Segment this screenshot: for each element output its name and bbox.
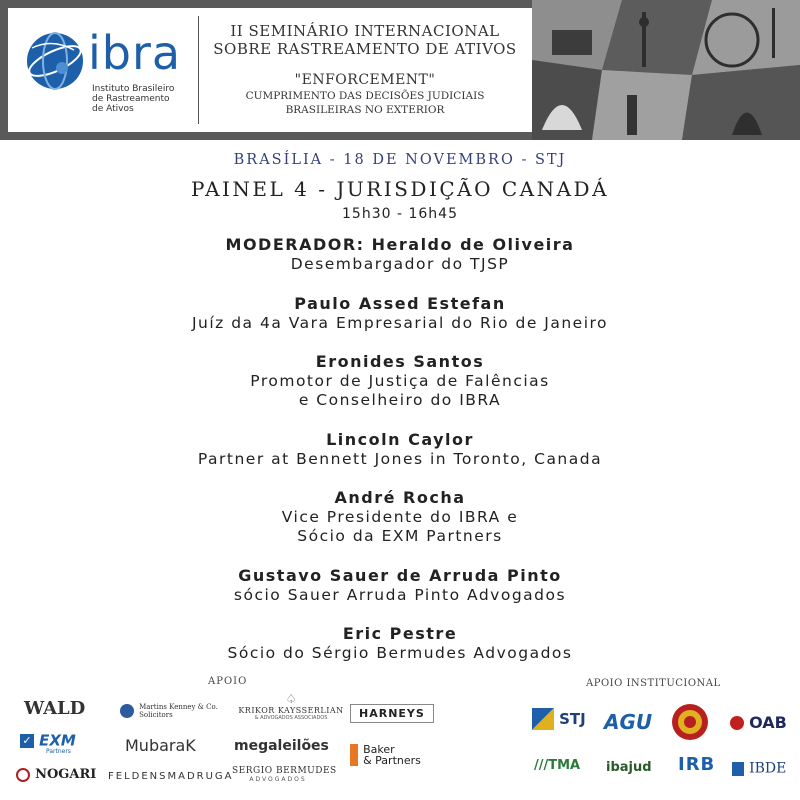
sergio-name: SERGIO BERMUDES (232, 766, 337, 776)
sponsor-krikor-logo (232, 692, 350, 721)
ibra-subtitle-line: Instituto Brasileiro (92, 84, 175, 94)
ibra-subtitle-line: de Ativos (92, 104, 134, 114)
speaker-role: Vice Presidente do IBRA e (281, 508, 519, 526)
sponsor-megaleiloes-logo (234, 738, 329, 754)
sponsor-baker-logo (350, 744, 421, 766)
city-collage-image (532, 0, 800, 140)
speaker-role: Desembargador do TJSP (290, 255, 510, 273)
speaker-moderator (0, 235, 800, 274)
speaker-name: Lincoln Caylor (326, 430, 474, 449)
speaker-role: Promotor de Justiça de Falências (250, 372, 550, 390)
sponsor-martins-logo (120, 700, 220, 719)
krikor-emblem-icon: ♤ (285, 692, 297, 706)
panel-title: PAINEL 4 - JURISDIÇÃO CANADÁ (190, 177, 610, 201)
oab-name: OAB (749, 713, 787, 732)
enforcement-subtitle-line: CUMPRIMENTO DAS DECISÕES JUDICIAIS (245, 90, 485, 102)
seminar-title-line: SOBRE RASTREAMENTO DE ATIVOS (213, 40, 517, 58)
header-divider (198, 16, 199, 124)
speaker-item (0, 488, 800, 546)
inst-tma-logo (534, 758, 580, 773)
nogari-emblem-icon (16, 768, 30, 782)
tma-mark-icon: /// (534, 758, 549, 773)
ibde-name: IBDE (749, 760, 787, 777)
nogari-name: NOGARI (35, 767, 97, 782)
krikor-name: KRIKOR KAYSSERLIAN (238, 706, 344, 715)
inst-ibde-logo (732, 758, 786, 777)
speaker-item (0, 566, 800, 605)
martins-emblem-icon (120, 704, 134, 718)
enforcement-subtitle-line: BRASILEIRAS NO EXTERIOR (285, 104, 445, 116)
institutional-label: APOIO INSTITUCIONAL (586, 678, 721, 689)
speaker-name: MODERADOR: Heraldo de Oliveira (225, 235, 575, 254)
ibde-emblem-icon (732, 762, 744, 776)
ibra-subtitle-line: de Rastreamento (92, 94, 170, 104)
speaker-name: Eronides Santos (315, 352, 485, 371)
oab-emblem-icon (730, 716, 744, 730)
sponsor-wald-logo: WALD (24, 698, 86, 719)
ibra-subtitle (92, 84, 192, 114)
sergio-sub: ADVOGADOS (249, 776, 307, 783)
sponsor-feldens-logo: FELDENSMADRUGA (108, 771, 234, 782)
sponsor-mubarak-logo: MubaraK (125, 736, 196, 755)
institution-seal-icon (670, 702, 710, 742)
tma-name: TMA (548, 758, 581, 773)
speaker-name: Gustavo Sauer de Arruda Pinto (238, 566, 562, 585)
speaker-item (0, 352, 800, 410)
baker-name: Baker (363, 743, 395, 756)
stj-emblem-icon (532, 708, 554, 730)
speaker-item (0, 430, 800, 469)
ibra-logo (18, 22, 193, 122)
inst-oab-logo (730, 712, 787, 732)
krikor-sub: & ADVOGADOS ASSOCIADOS (254, 715, 328, 721)
speaker-role: Juíz da 4a Vara Empresarial do Rio de Janeiro (191, 314, 609, 332)
enforcement-title: "ENFORCEMENT" (294, 72, 436, 88)
inst-emblem-logo (670, 702, 710, 746)
speaker-role: sócio Sauer Arruda Pinto Advogados (233, 586, 567, 604)
speaker-name: André Rocha (334, 488, 466, 507)
speaker-role: Sócio do Sérgio Bermudes Advogados (227, 644, 573, 662)
exm-sub: Partners (46, 747, 71, 755)
megaleiloes-name: megaleilões (234, 738, 329, 754)
sponsor-exm-logo (20, 730, 76, 755)
speaker-name: Paulo Assed Estefan (294, 294, 506, 313)
ibra-wordmark: ibra (88, 26, 182, 80)
speaker-role: e Conselheiro do IBRA (298, 391, 502, 409)
stj-name: STJ (559, 710, 586, 728)
inst-stj-logo (532, 708, 586, 730)
sponsor-sergio-logo (232, 766, 337, 783)
seminar-title-block (205, 22, 525, 116)
apoio-label: APOIO (208, 676, 248, 687)
inst-ibajud-logo: ibajud (606, 760, 652, 775)
panel-time: 15h30 - 16h45 (342, 206, 458, 222)
baker-bar-icon (350, 744, 358, 766)
speaker-role: Partner at Bennett Jones in Toronto, Canada (197, 450, 603, 468)
inst-irb-logo: IRB (678, 754, 716, 775)
globe-icon (22, 28, 88, 94)
speaker-name: Eric Pestre (342, 624, 458, 643)
speaker-item (0, 624, 800, 663)
speaker-role: Sócio da EXM Partners (297, 527, 503, 545)
exm-name: EXM (39, 731, 76, 750)
baker-sub: & Partners (363, 754, 421, 767)
martins-name: Martins Kenney & Co. Solicitors (139, 702, 218, 719)
speaker-item (0, 294, 800, 333)
inst-agu-logo: AGU (604, 710, 653, 734)
sponsor-nogari-logo (16, 764, 96, 783)
sponsor-harneys-logo: HARNEYS (350, 704, 434, 723)
exm-check-icon: ✓ (20, 734, 34, 748)
event-date: BRASÍLIA - 18 DE NOVEMBRO - STJ (233, 152, 567, 168)
seminar-title-line: II SEMINÁRIO INTERNACIONAL (230, 22, 500, 40)
